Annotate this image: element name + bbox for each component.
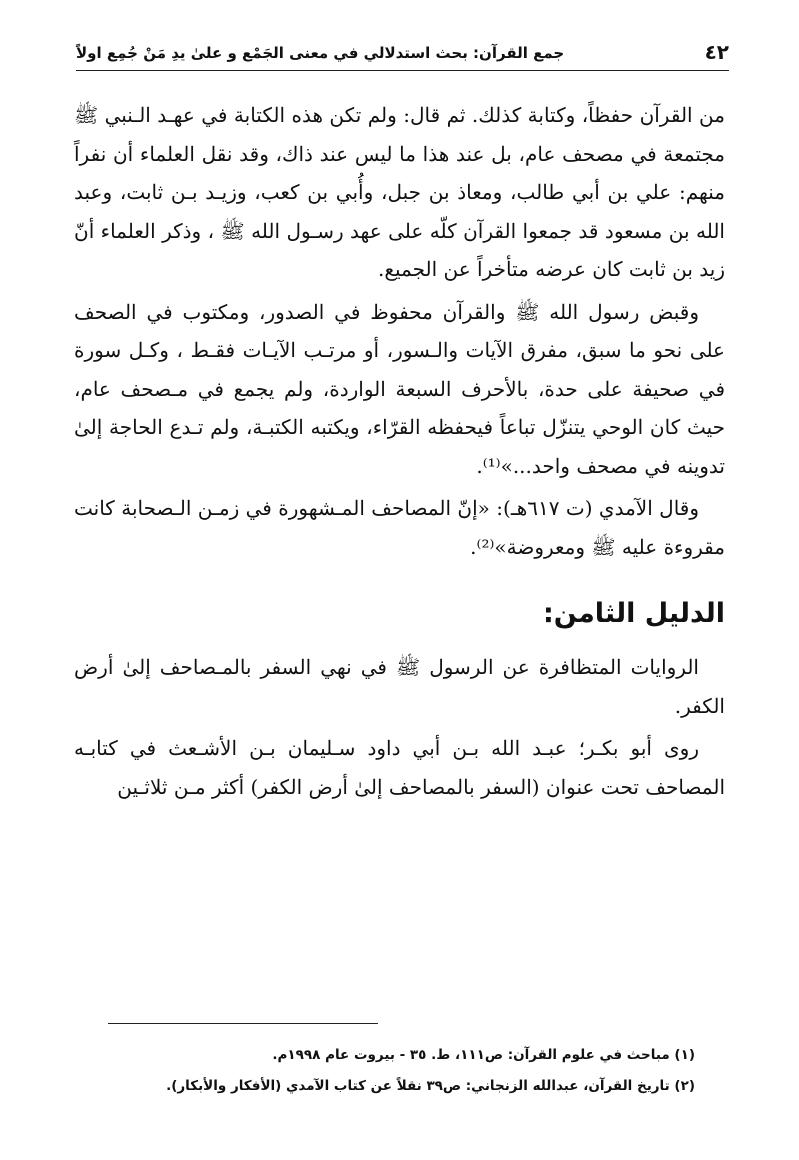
page-number: ٤٢ [704,40,729,64]
paragraph-3: وقال الآمدي (ت ٦١٧هـ): «إنّ المصاحف المـشهورة في زمـن الـصحابة كانت مقروءة عليه ﷺ ومعروضة»⁽²⁾. [74,496,725,559]
footnotes [74,1040,695,1102]
paragraph-2: وقبض رسول الله ﷺ والقرآن محفوظ في الصدور، ومكتوب في الصحف على نحو ما سبق، مفرق الآيات والـسور، أو مرتـب الآيـات فقـط ، وكـل سورة في صحيفة على حدة، بالأحرف السبعة الواردة، ولم يجمع في مـصحف عام، حيث كان الوحي يتنزّل تباعاً فيحفظه القرّاء، ويكتبه الكتبـة، ولم تـدع الحاجة إلىٰ تدوينه في مصحف واحد...»⁽¹⁾. [74,299,726,478]
running-title: جمع القرآن: بحث استدلالي في معنى الجَمْع و علىٰ يدِ مَنْ جُمِع اولاً [76,44,565,62]
paragraph-1: من القرآن حفظاً، وكتابة كذلك. ثم قال: ولم تكن هذه الكتابة في عهـد الـنبي ﷺ مجتمعة في مصحف عام، بل عند هذا ما ليس عند ذاك، وقد نقل العلماء أن نفراً منهم: علي بن أبي طالب، ومعاذ بن جبل، وأُبي بن كعب، وزيـد بـن ثابت، وعبد الله بن مسعود قد جمعوا القرآن كلّه على عهد رسـول الله ﷺ ، وذكر العلماء أنّ زيد بن ثابت كان عرضه متأخراً عن الجميع. [74,103,725,281]
footnote-divider [108,1023,378,1024]
running-header [76,30,729,71]
footnote-2: (٢) تاريخ القرآن، عبدالله الزنجاني: ص٣٩ نقلاً عن كتاب الآمدي (الأفكار والأبكار). [166,1078,695,1094]
section-paragraph-1: الروايات المتظافرة عن الرسول ﷺ في نهي السفر بالمـصاحف إلىٰ أرض الكفر. [74,655,725,718]
page-body [74,96,725,806]
section-heading: الدليل الثامن: [542,598,725,629]
section-paragraph-2: روى أبو بكـر؛ عبـد الله بـن أبي داود سـليمان بـن الأشـعث في كتابـه المصاحف تحت عنوان (السفر بالمصاحف إلىٰ أرض الكفر) أكثر مـن ثلاثـين [74,736,725,799]
footnote-1: (١) مباحث في علوم القرآن: ص١١١، ط. ٣٥ - بيروت عام ١٩٩٨م. [272,1047,695,1063]
